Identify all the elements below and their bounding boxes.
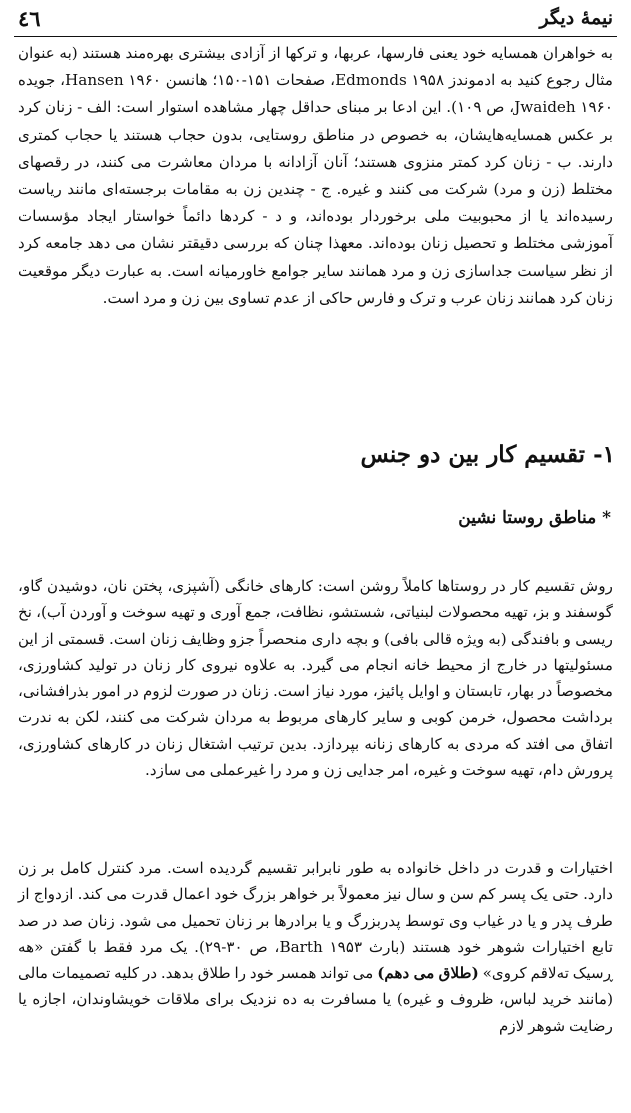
citation-hansen: Hansen ۱۹۶۰ [65, 71, 162, 90]
bold-phrase: (طلاق می دهم) [377, 964, 479, 983]
paragraph-rural-division: روش تقسیم کار در روستاها کاملاً روشن است: کارهای خانگی (آشپزی، پختن نان، دوشیدن گاو، گوسفند و بز، تهیه محصولات لبنیاتی، شستشو، نظافت، جمع آوری و تهیه سوخت و آوردن آب)، نخ ریسی و بافندگی (به ویژه قالی بافی) و بچه داری منحصراً جزو وظایف زنان است. قسمتی از این مسئولیتها در خارج از محیط خانه انجام می گیرد. به علاوه نیروی کار زنان در تولید کشاورزی، مخصوصاً در بهار، تابستان و اوایل پائیز، مورد نیاز است. زنان در صورت لزوم در امور بذرافشانی، برداشت محصول، خرمن کوبی و سایر کارهای مربوط به مردان شرکت می کنند، لکن به ندرت اتفاق می افتد که مردی به کارهای زنانه بپردازد. بدین ترتیب اشتغال زنان در کارهای کشاورزی، پرورش دام، تهیه سوخت و غیره، امر جدایی زن و مرد را غیرعملی می سازد. [18, 577, 613, 780]
running-title: نیمهٔ دیگر [539, 7, 613, 29]
paragraph-text: ، ص ۱۰۹). این ادعا بر مبنای حداقل چهار مشاهده استوار است: الف - زنان کرد بر عکس همسایه‌هایشان، به خصوص در مناطق روستایی، بدون حجاب هستند یا حجاب کمتری دارند. ب - زنان کرد کمتر منزوی هستند؛ آنان آزادانه با مردان معاشرت می کنند، در رقصهای مختلط (زن و مرد) شرکت می کنند و غیره. ج - چندین زن به مقامات برجسته‌ای مانند ریاست رسیده‌اند یا از محبوبیت ملی برخوردار بوده‌اند، و د - کردها دائماً خواستار ایجاد مؤسسات آموزشی مختلط و تحصیل زنان بوده‌اند. معهذا چنان که بررسی دقیقتر نشان می دهد جامعه کرد از نظر سیاست جداسازی زن و مرد همانند سایر جوامع خاورمیانه است. به عبارت دیگر موقعیت زنان کرد همانند زنان عرب و ترک و فارس حاکی از عدم تساوی بین زن و مرد است. [18, 98, 613, 307]
page-number: ٤٦ [18, 6, 41, 31]
paragraph-text: اختیارات و قدرت در داخل خانواده به طور نابرابر تقسیم گردیده است. مرد کنترل کامل بر زن دارد. حتی یک پسر کم سن و سال نیز معمولاً بر خواهر بزرگ خود اعمال قدرت می کند. ازدواج از طرف پدر و یا در غیاب وی توسط پدربزرگ و یا برادرها بر زنان تحمیل می شود. زنان صد در صد تابع اختیارات شوهر خود هستند (بارث [18, 859, 613, 956]
section-heading: ۱- تقسیم کار بین دو جنس [360, 441, 615, 468]
paragraph-text: ، جویده [18, 71, 66, 90]
paragraph-text: می تواند همسر خود را طلاق بدهد. در کلیه تصمیمات مالی (مانند خرید لباس، ظروف و غیره) یا مسافرت به ده نزدیک برای ملاقات خویشاوندان، اجازه یا رضایت شوهر لازم [18, 964, 613, 1035]
page-header [14, 4, 617, 37]
sub-heading: * مناطق روستا نشین [458, 508, 611, 528]
paragraph-authority [18, 855, 613, 1039]
citation-barth: Barth ۱۹۵۳ [279, 937, 363, 956]
citation-jwaideh: Jwaideh ۱۹۶۰ [514, 98, 613, 117]
paragraph-text: ، ص ۳۰-۲۹). یک مرد فقط با گفتن «هه ڕسیک تەلاقم کروی» [18, 937, 613, 983]
citation-edmonds: Edmonds ۱۹۵۸ [335, 71, 445, 90]
paragraph-text: به خواهران همسایه خود یعنی فارسها، عربها، و ترکها از آزادی بیشتری بهره‌مند هستند (به عنوان مثال رجوع کنید به ادموندز [18, 44, 613, 90]
paragraph-intro [18, 40, 613, 312]
paragraph-text: ، صفحات ۱۵۱-۱۵۰؛ هانسن [161, 71, 336, 90]
